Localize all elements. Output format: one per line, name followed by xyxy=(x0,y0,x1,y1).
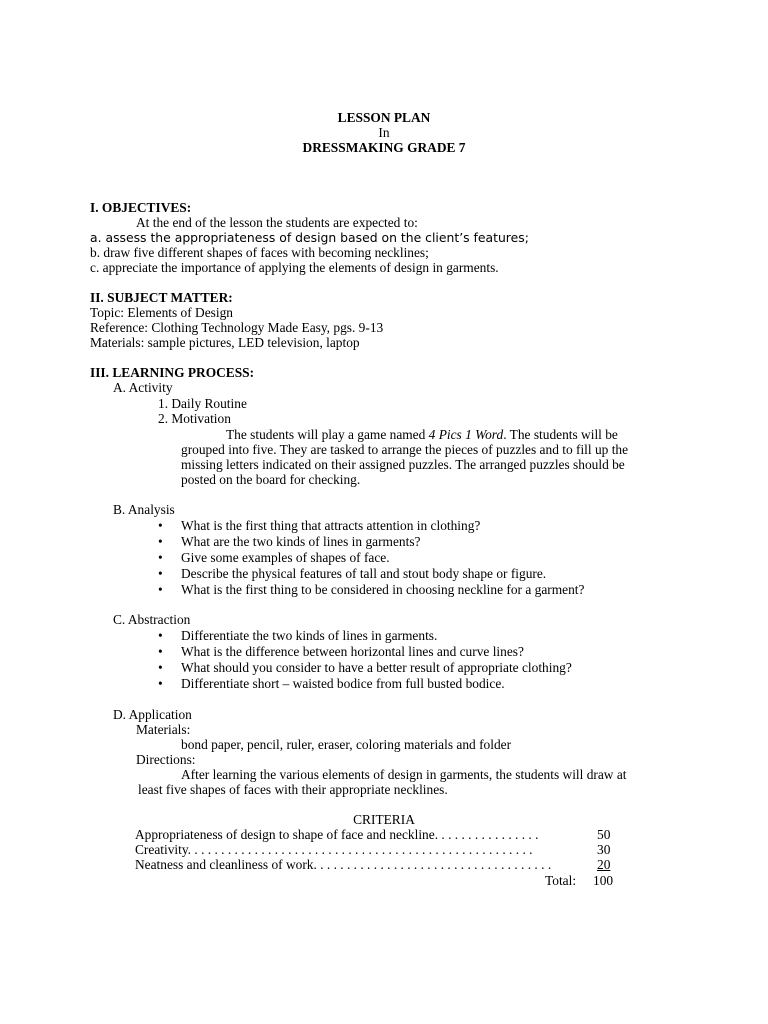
application-directions-label: Directions: xyxy=(136,752,196,767)
application-directions-line1: After learning the various elements of design in garments, the students will draw at xyxy=(181,767,627,782)
bullet-icon: • xyxy=(158,644,163,659)
motivation-text: . The students will be xyxy=(503,427,618,442)
motivation-paragraph-line2: grouped into five. They are tasked to arrange the pieces of puzzles and to fill up the xyxy=(181,442,629,457)
title-in: In xyxy=(378,125,390,140)
application-materials-text: bond paper, pencil, ruler, eraser, coloring materials and folder xyxy=(181,737,512,752)
bullet-icon: • xyxy=(158,534,163,549)
bullet-icon: • xyxy=(158,660,163,675)
activity-item-daily-routine: 1. Daily Routine xyxy=(158,396,247,411)
criteria-row-score: 30 xyxy=(597,842,611,857)
bullet-icon: • xyxy=(158,676,163,691)
subject-materials: Materials: sample pictures, LED television, laptop xyxy=(90,335,360,350)
learning-process-heading: III. LEARNING PROCESS: xyxy=(90,365,255,380)
bullet-icon: • xyxy=(158,566,163,581)
criteria-heading: CRITERIA xyxy=(353,812,415,827)
list-item: What is the first thing that attracts attention in clothing? xyxy=(181,518,481,533)
subject-topic: Topic: Elements of Design xyxy=(90,305,233,320)
motivation-paragraph-line1 xyxy=(226,427,618,442)
subject-matter-heading: II. SUBJECT MATTER: xyxy=(90,290,233,305)
bullet-icon: • xyxy=(158,628,163,643)
list-item: What are the two kinds of lines in garments? xyxy=(181,534,421,549)
list-item: What is the difference between horizontal lines and curve lines? xyxy=(181,644,524,659)
criteria-row-label: Creativity. . . . . . . . . . . . . . . . . . . . . . . . . . . . . . . . . . . . . . . . . . . . . . . . . . . . xyxy=(135,842,533,857)
bullet-icon: • xyxy=(158,582,163,597)
objectives-intro: At the end of the lesson the students are expected to: xyxy=(136,215,418,230)
list-item: Give some examples of shapes of face. xyxy=(181,550,390,565)
criteria-row-score: 20 xyxy=(597,857,611,872)
objective-a: a. assess the appropriateness of design based on the client’s features; xyxy=(90,230,529,245)
title-subject: DRESSMAKING GRADE 7 xyxy=(302,140,466,155)
objectives-heading: I. OBJECTIVES: xyxy=(90,200,192,215)
criteria-total-value: 100 xyxy=(593,873,614,888)
motivation-paragraph-line4: posted on the board for checking. xyxy=(181,472,361,487)
application-label: D. Application xyxy=(113,707,192,722)
title-lesson-plan: LESSON PLAN xyxy=(337,110,431,125)
criteria-row-label: Appropriateness of design to shape of face and neckline. . . . . . . . . . . . . . . . xyxy=(135,827,539,842)
criteria-row-score: 50 xyxy=(597,827,611,842)
bullet-icon: • xyxy=(158,550,163,565)
game-name: 4 Pics 1 Word xyxy=(428,427,504,442)
motivation-paragraph-line3: missing letters indicated on their assigned puzzles. The arranged puzzles should be xyxy=(181,457,625,472)
analysis-label: B. Analysis xyxy=(113,502,175,517)
activity-item-motivation: 2. Motivation xyxy=(158,411,231,426)
list-item: What should you consider to have a better result of appropriate clothing? xyxy=(181,660,572,675)
criteria-row-label: Neatness and cleanliness of work. . . . . . . . . . . . . . . . . . . . . . . . . . . . . . . . . . . . xyxy=(135,857,552,872)
analysis-list xyxy=(0,518,768,598)
criteria-total-label: Total: xyxy=(545,873,577,888)
subject-reference: Reference: Clothing Technology Made Easy, pgs. 9-13 xyxy=(90,320,384,335)
application-materials-label: Materials: xyxy=(136,722,191,737)
motivation-text: The students will play a game named xyxy=(226,427,429,442)
list-item: Differentiate short – waisted bodice from full busted bodice. xyxy=(181,676,505,691)
list-item: What is the first thing to be considered in choosing neckline for a garment? xyxy=(181,582,585,597)
application-directions-line2: least five shapes of faces with their appropriate necklines. xyxy=(138,782,448,797)
activity-label: A. Activity xyxy=(113,380,173,395)
criteria-table xyxy=(0,827,768,875)
list-item: Differentiate the two kinds of lines in garments. xyxy=(181,628,438,643)
objective-c: c. appreciate the importance of applying the elements of design in garments. xyxy=(90,260,499,275)
abstraction-list xyxy=(0,628,768,692)
abstraction-label: C. Abstraction xyxy=(113,612,191,627)
bullet-icon: • xyxy=(158,518,163,533)
objective-b: b. draw five different shapes of faces with becoming necklines; xyxy=(90,245,429,260)
list-item: Describe the physical features of tall and stout body shape or figure. xyxy=(181,566,547,581)
